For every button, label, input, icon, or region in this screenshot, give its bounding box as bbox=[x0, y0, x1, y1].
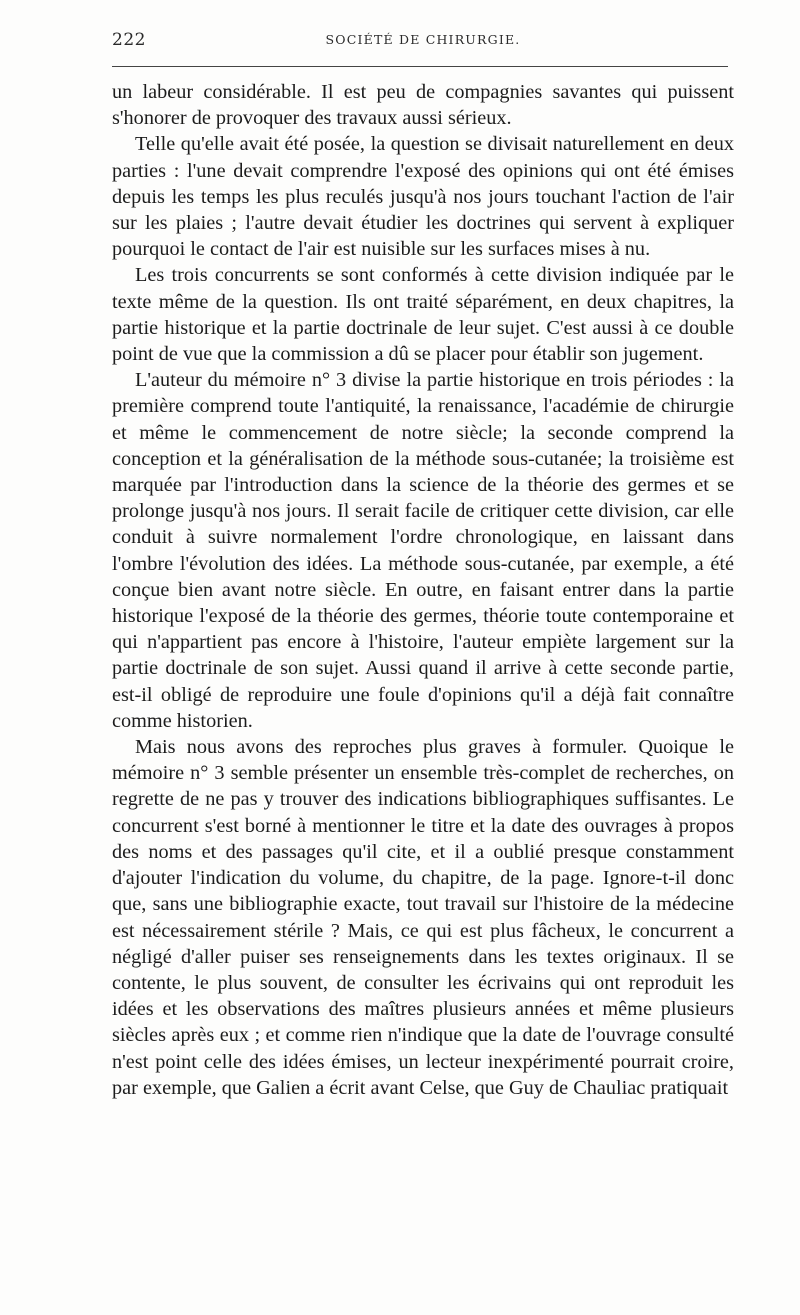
body-text bbox=[112, 79, 734, 1101]
header-rule bbox=[112, 66, 728, 67]
paragraph-continuation: un labeur considérable. Il est peu de compagnies savantes qui puissent s'honorer de provoquer des travaux aussi sérieux. bbox=[112, 81, 734, 130]
running-head: SOCIÉTÉ DE CHIRURGIE. bbox=[325, 32, 521, 47]
paragraph: Telle qu'elle avait été posée, la question se divisait naturellement en deux parties : l'une devait comprendre l'exposé des opinions qui ont été émises depuis les temps les plus reculés jusqu'à nos jours touchant l'action de l'air sur les plaies ; l'autre devait étudier les doctrines qui servent à expliquer pourquoi le contact de l'air est nuisible sur les surfaces mises à nu. bbox=[112, 133, 734, 261]
page-number: 222 bbox=[112, 30, 146, 50]
paragraph: Mais nous avons des reproches plus graves à formuler. Quoique le mémoire n° 3 semble présenter un ensemble très-complet de recherches, on regrette de ne pas y trouver des indications bibliographiques suffisantes. Le concurrent s'est borné à mentionner le titre et la date des ouvrages à propos des noms et des passages qu'il cite, et il a oublié presque constamment d'ajouter l'indication du volume, du chapitre, de la page. Ignore-t-il donc que, sans une bibliographie exacte, tout travail sur l'histoire de la médecine est nécessairement stérile ? Mais, ce qui est plus fâcheux, le concurrent a négligé d'aller puiser ses renseignements dans les textes originaux. Il se contente, le plus souvent, de consulter les écrivains qui ont reproduit les idées et les observations des maîtres plusieurs années et même plusieurs siècles après eux ; et comme rien n'indique que la date de l'ouvrage consulté n'est point celle des idées émises, un lecteur inexpérimenté pourrait croire, par exemple, que Galien a écrit avant Celse, que Guy de Chauliac pratiquait bbox=[112, 736, 734, 1099]
paragraph: Les trois concurrents se sont conformés à cette division indiquée par le texte même de la question. Ils ont traité séparément, en deux chapitres, la partie historique et la partie doctrinale de leur sujet. C'est aussi à ce double point de vue que la commission a dû se placer pour établir son jugement. bbox=[112, 264, 734, 366]
page-header bbox=[112, 30, 734, 56]
paragraph: L'auteur du mémoire n° 3 divise la partie historique en trois périodes : la première comprend toute l'antiquité, la renaissance, l'académie de chirurgie et même le commencement de notre siècle; la seconde comprend la conception et la généralisation de la méthode sous-cutanée; la troisième est marquée par l'introduction dans la science de la théorie des germes et se prolonge jusqu'à nos jours. Il serait facile de critiquer cette division, car elle conduit à suivre normalement l'ordre chronologique, en laissant dans l'ombre l'évolution des idées. La méthode sous-cutanée, par exemple, a été conçue bien avant notre siècle. En outre, en faisant entrer dans la partie historique l'exposé de la théorie des germes, théorie toute contemporaine et qui n'appartient pas encore à l'histoire, l'auteur empiète largement sur la partie doctrinale de son sujet. Aussi quand il arrive à cette seconde partie, est-il obligé de reproduire une foule d'opinions qu'il a déjà fait connaître comme historien. bbox=[112, 369, 734, 732]
